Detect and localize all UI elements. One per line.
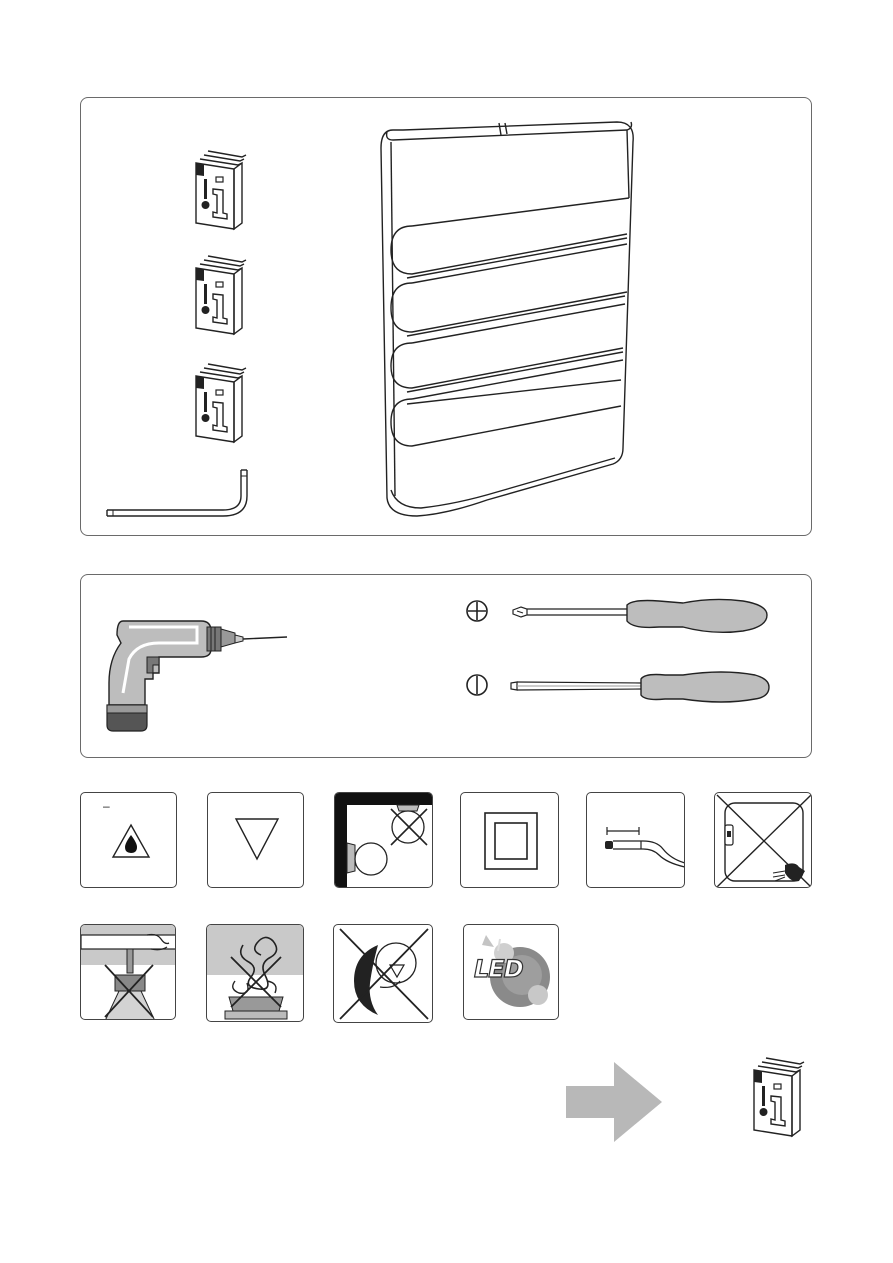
double-insulation-icon [483, 811, 539, 871]
power-drill-icon [101, 613, 291, 733]
contents-panel [80, 97, 812, 536]
next-step-arrow-icon [566, 1062, 662, 1142]
instruction-booklet-icon [194, 143, 254, 233]
no-plug-connection-icon [715, 793, 812, 888]
ip-drop-symbol-tile [80, 792, 177, 888]
no-excess-wire-icon [207, 925, 304, 1022]
led-label: LED [474, 955, 523, 983]
triangle-symbol-tile [207, 792, 304, 888]
no-drill-over-cable-icon [81, 925, 176, 1020]
corner-mounting-symbol-tile [334, 792, 433, 888]
tools-panel [80, 574, 812, 758]
wall-ceiling-mount-icon [335, 793, 433, 888]
instruction-booklet-icon [752, 1048, 812, 1140]
cable-strip-symbol-tile [586, 792, 685, 888]
phillips-symbol-icon [465, 599, 489, 623]
instruction-booklet-icon [194, 248, 254, 338]
flathead-screwdriver-icon [509, 667, 771, 707]
lamp-fixture-illustration [377, 118, 642, 523]
led-symbol-tile [463, 924, 559, 1020]
instruction-booklet-icon [194, 356, 254, 446]
no-plug-symbol-tile [714, 792, 812, 888]
down-triangle-icon [234, 817, 280, 861]
drop-triangle-icon [111, 823, 151, 859]
phillips-screwdriver-icon [509, 593, 771, 637]
no-covering-lamp-icon [334, 925, 433, 1023]
flathead-symbol-icon [465, 673, 489, 697]
class-ii-symbol-tile [460, 792, 559, 888]
no-tangled-wires-symbol-tile [206, 924, 304, 1022]
allen-key-icon [103, 466, 248, 518]
ip-mark-label: – [103, 799, 110, 813]
no-drill-cable-symbol-tile [80, 924, 176, 1020]
cable-strip-length-icon [601, 823, 685, 867]
no-cover-symbol-tile [333, 924, 433, 1023]
